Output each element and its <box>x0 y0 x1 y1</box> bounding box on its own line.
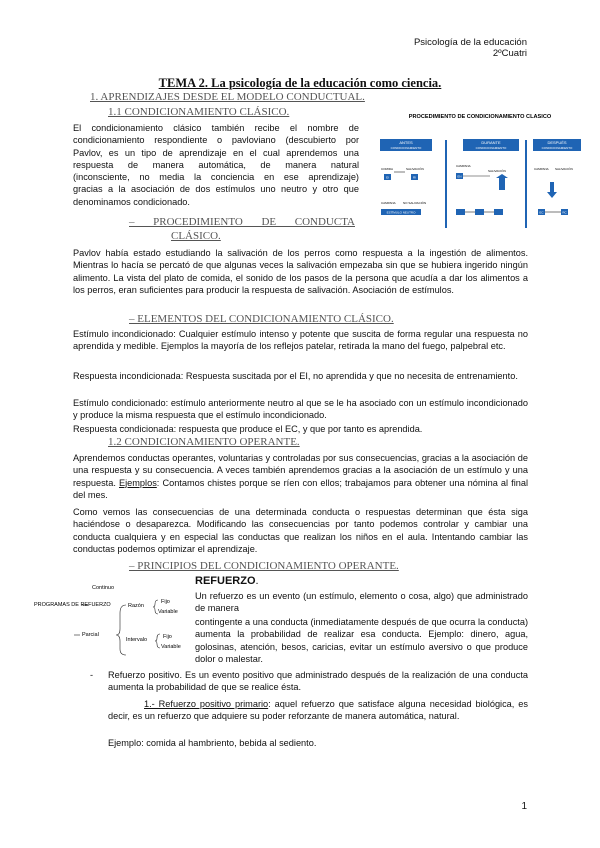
intro-line: respuesta de manera automática, de manera natural <box>73 159 359 170</box>
lbl-rc: RC <box>562 210 567 215</box>
elementos-ri: Respuesta incondicionada: Respuesta suscitada por el EI, no aprendida y que no necesita de entrenamiento. <box>73 371 518 381</box>
lbl-campana-despues: CAMPANA <box>534 167 549 171</box>
lbl-estimulo-neutro: ESTÍMULO NEUTRO <box>386 210 416 215</box>
procedimiento-paragraph: Pavlov había estado estudiando la salivación de los perros como respuesta a la ingestión de alimentos. Mientras lo hacía se percató de que algunas veces la salivación empezaba sin que se hubiera ingerido ningún alimento. La vista del plato de comida, el sonido de los pasos de la persona que acudía a dar los alimentos a los perros, eran suficientes para producir la respuesta de salivación. Asociación de estímulos. <box>73 248 528 295</box>
col-despues-label: DESPUÉS <box>547 140 567 145</box>
operante-paragraph-2: Como vemos las consecuencias de una determinada conducta o respuestas determinan que ésta siga haciéndose o desaparezca. Modificando las consecuencias por tanto podemos controlar y cambiar una conducta cualquiera y en especial las conductas que realizan los niños en el aula. Intentando cambiar las conductas podemos optimizar el aprendizaje. <box>73 507 528 554</box>
refuerzo-primario-label: 1.- Refuerzo positivo primario <box>144 699 269 709</box>
intro-line: denominamos condicionado. <box>73 196 190 207</box>
lbl-salivacion-despues: SALIVACIÓN <box>555 167 573 171</box>
variable-label: Variable <box>161 644 181 650</box>
refuerzo-programs-diagram <box>22 583 197 659</box>
refuerzo-primario-paragraph <box>108 698 528 723</box>
elementos-ec: Estímulo condicionado: estímulo anteriormente neutro al que se le ha asociado con un estímulo incondicionado y produce la misma respuesta que el estímulo incondicionado. <box>73 398 528 421</box>
brace-icon <box>116 605 126 655</box>
subsection-heading-1-2: 1.2 CONDICIONAMIENTO OPERANTE. <box>108 436 300 448</box>
refuerzo-title-text: REFUERZO <box>195 575 256 587</box>
lbl-salivacion: SALIVACIÓN <box>406 167 424 171</box>
box-step <box>456 209 465 215</box>
ejemplos-label: Ejemplos <box>119 477 157 488</box>
refuerzo-title <box>195 575 259 587</box>
refuerzo-positivo-paragraph: Refuerzo positivo. Es un evento positivo que administrado después de la realización de una conducta aumenta la probabilidad de que se realice ésta. <box>108 670 528 693</box>
elementos-ei: Estímulo incondicionado: Cualquier estímulo intenso y potente que suscita de forma regular una respuesta no aprendida y medible. Ejemplos la mayoría de los reflejos patelar, retirada la mano del fuego, palpebral etc. <box>73 329 528 352</box>
header-term: 2ºCuatri <box>492 48 527 59</box>
classical-conditioning-diagram <box>378 110 583 232</box>
refuerzo-primario-text: : aquel refuerzo que satisface alguna necesidad biológica, es decir, es un refuerzo que adquiere su poder reforzante de manera automática, natural. <box>108 699 528 722</box>
lbl-salivacion-durante: SALIVACIÓN <box>488 169 506 173</box>
col-antes-sub: CONDICIONAMIENTO <box>390 146 422 150</box>
operante-text: : Contamos chistes porque se ríen con ellos; trabajamos para obtener una nómina al final del mes. <box>73 477 529 500</box>
parcial-label: Parcial <box>82 632 99 638</box>
elementos-heading: – ELEMENTOS DEL CONDICIONAMIENTO CLÁSICO. <box>129 313 394 325</box>
fijo-label: Fijo <box>163 634 172 640</box>
intro-line: El condicionamiento clásico también recibe el nombre de <box>73 123 359 133</box>
col-despues-sub: CONDICIONAMIENTO <box>541 146 573 150</box>
intro-paragraph <box>73 122 359 208</box>
procedimiento-heading: – PROCEDIMIENTO DE CONDUCTA <box>129 216 355 228</box>
operante-paragraph-1 <box>73 452 528 501</box>
lbl-ri: RI <box>413 175 416 180</box>
refuerzo-example: Ejemplo: comida al hambriento, bebida al sediento. <box>108 738 317 748</box>
page-number: 1 <box>521 801 527 812</box>
refuerzo-title-dot: . <box>255 575 259 587</box>
bullet-marker: - <box>90 670 94 680</box>
subsection-heading-1-1: 1.1 CONDICIONAMIENTO CLÁSICO. <box>108 106 290 118</box>
diagram-root-label: PROGRAMAS DE REFUERZO <box>34 602 111 608</box>
variable-label: Variable <box>158 609 178 615</box>
lbl-en: EN <box>457 174 462 179</box>
intro-line: gracias a la asociación de dos estímulos uno neutro y otro que <box>73 184 359 195</box>
fijo-label: Fijo <box>161 599 170 605</box>
elementos-rc: Respuesta condicionada: respuesta que produce el EC, y que por tanto es aprendida. <box>73 424 423 434</box>
intro-line: Pavlov, es un tipo de aprendizaje en el cual aprendemos una <box>73 147 359 158</box>
up-arrow-icon <box>496 174 508 190</box>
diagram-title: PROCEDIMIENTO DE CONDICIONAMIENTO CLASICO <box>408 114 552 120</box>
box-step <box>494 209 503 215</box>
intro-line: condicionamiento respondiente o pavloviano (descubierto por <box>73 135 359 146</box>
continuo-label: Continuo <box>92 585 115 591</box>
box-step <box>475 209 484 215</box>
razon-label: Razón <box>128 603 144 609</box>
intro-line: (inconsciente, no media la conciencia en ese aprendizaje) <box>73 172 359 183</box>
col-antes-label: ANTES <box>399 140 413 145</box>
down-arrow-icon <box>547 182 557 198</box>
operante-text: Aprendemos conductas operantes, voluntarias y controladas por sus consecuencias, gracias a la asociación de una respuesta y su consecuencia. A veces también aprendemos gracias a la asociación de un estímulo y una respuesta. <box>73 453 528 488</box>
col-durante-sub: CONDICIONAMIENTO <box>475 146 507 150</box>
lbl-comida: COMIDA <box>381 167 393 171</box>
lbl-no-salivacion: NO SALIVACIÓN <box>403 201 427 205</box>
refuerzo-text-2: contingente a una conducta (inmediatamente después de que ocurra la conducta) aumenta la probabilidad de realizar esa conducta. Ejemplo: dinero, agua, golosinas, atención, besos, caricias, evitar un estímulo aversivo o que produce dolor o malestar. <box>195 617 529 664</box>
col-durante-label: DURANTE <box>481 140 501 145</box>
lbl-campana: CAMPANA <box>381 201 396 205</box>
page-title: TEMA 2. La psicología de la educación como ciencia. <box>158 76 442 90</box>
intervalo-label: Intervalo <box>126 637 148 643</box>
refuerzo-text-1: Un refuerzo es un evento (un estímulo, elemento o cosa, algo) que administrado de manera <box>195 591 528 614</box>
header-subject: Psicología de la educación <box>413 37 527 48</box>
principios-heading: – PRINCIPIOS DEL CONDICIONAMIENTO OPERANTE. <box>129 560 399 572</box>
lbl-ei: EI <box>386 175 389 180</box>
lbl-campana-durante: CAMPANA <box>456 164 471 168</box>
brace-icon <box>155 634 160 648</box>
procedimiento-heading-cont: CLÁSICO. <box>171 230 221 242</box>
lbl-ec: EC <box>539 210 544 215</box>
section-heading-1: 1. APRENDIZAJES DESDE EL MODELO CONDUCTUAL. <box>90 91 365 103</box>
